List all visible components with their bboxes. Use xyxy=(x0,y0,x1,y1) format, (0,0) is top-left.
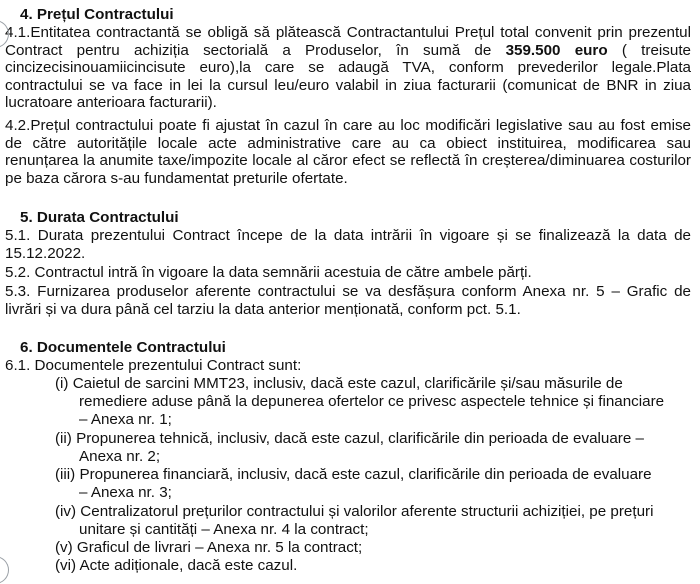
list-item-ii-line-2: Anexa nr. 2; xyxy=(79,448,161,465)
paragraph-4-1-text-a: Entitatea contractantă se obligă să plătească Contractantului Prețul total convenit prin prezentul Contract pentru achiziția sectorială a Produselor, în sumă de xyxy=(5,24,691,59)
section-5-heading: 5. Durata Contractului xyxy=(20,209,179,226)
section-4-heading: 4. Prețul Contractului xyxy=(20,6,174,23)
paragraph-4-1-text-b: ( treisute cincizecisinouamiicincisute euro),la care se adaugă TVA, conform prevederilor legale.Plata contractului se va face in lei la cursul leu/euro valabil in ziua facturarii (comunicat de BNR in ziua lucratoare anterioara facturarii). xyxy=(5,41,691,112)
list-item-ii-line-1: (ii) Propunerea tehnică, inclusiv, dacă este cazul, clarificările din perioada de evaluare – xyxy=(55,430,644,447)
paragraph-4-1-number: 4.1. xyxy=(5,24,31,41)
list-item-iv-line-2: unitare și cantități – Anexa nr. 4 la contract; xyxy=(79,521,369,538)
paragraph-5-3: 5.3. Furnizarea produselor aferente contractului se va desfășura conform Anexa nr. 5 – Grafic de livrări și va dura până cel tarziu la data anterior menționată, conform pct. 5.1. xyxy=(5,283,691,318)
paragraph-6-1-intro: 6.1. Documentele prezentului Contract sunt: xyxy=(5,357,302,374)
list-item-i-line-1: (i) Caietul de sarcini MMT23, inclusiv, dacă este cazul, clarificările și/sau măsurile de xyxy=(55,375,623,392)
paragraph-5-1: 5.1. Durata prezentului Contract începe de la data intrării în vigoare și se finalizează la data de 15.12.2022. xyxy=(5,227,691,262)
list-item-i-line-3: – Anexa nr. 1; xyxy=(79,411,172,428)
list-item-iii-line-1: (iii) Propunerea financiară, inclusiv, dacă este cazul, clarificările din perioada de evaluare xyxy=(55,466,652,483)
list-item-v: (v) Graficul de livrari – Anexa nr. 5 la contract; xyxy=(55,539,363,556)
list-item-iv-line-1: (iv) Centralizatorul prețurilor contractului și valorilor aferente structurii achiziției, pe prețuri xyxy=(55,503,654,520)
paragraph-4-1 xyxy=(5,24,691,112)
paragraph-4-2 xyxy=(5,117,691,187)
paragraph-4-2-text: Prețul contractului poate fi ajustat în cazul în care au loc modificări legislative sau au fost emise de către autoritățile locale acte administrative care au ca obiect instituirea, modificarea sau renunțarea la anumite taxe/impozite locale al căror efect se reflectă în creșterea/diminuarea costurilor pe baza cărora s-au fundamentat preturile ofertate. xyxy=(5,117,691,187)
list-item-iii-line-2: – Anexa nr. 3; xyxy=(79,484,172,501)
section-6-heading: 6. Documentele Contractului xyxy=(20,339,226,356)
contract-amount: 359.500 euro xyxy=(505,41,608,59)
paragraph-4-2-number: 4.2. xyxy=(5,117,31,134)
left-margin-arc-bottom xyxy=(0,556,9,584)
paragraph-5-2: 5.2. Contractul intră în vigoare la data semnării acestuia de către ambele părți. xyxy=(5,264,532,281)
list-item-i-line-2: remediere aduse până la depunerea ofertelor ce privesc aspectele tehnice și financiare xyxy=(79,393,665,410)
list-item-vi: (vi) Acte adiționale, dacă este cazul. xyxy=(55,557,298,574)
